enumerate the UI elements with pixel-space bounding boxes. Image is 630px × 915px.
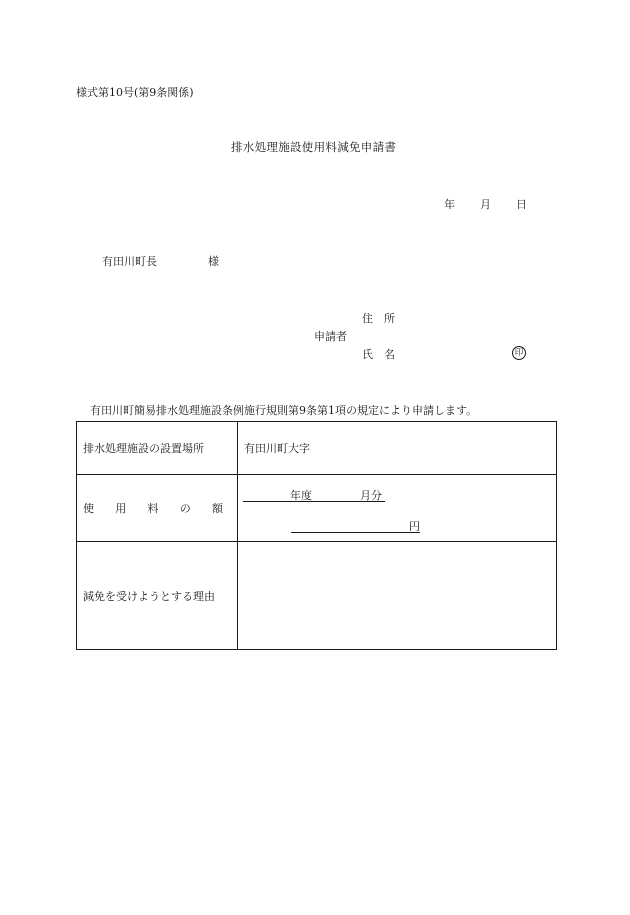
location-value-cell[interactable] [238, 422, 557, 475]
location-label-cell [77, 422, 238, 475]
fee-yen-unit: 円 [409, 520, 420, 533]
fee-label-cell [77, 475, 238, 542]
location-value: 有田川町大字 [244, 442, 310, 455]
date-day-label: 日 [516, 198, 527, 211]
form-number: 様式第10号(第9条関係) [76, 86, 194, 99]
table-row-location [77, 422, 557, 475]
reason-label: 減免を受けようとする理由 [83, 589, 215, 603]
table-row-fee [77, 475, 557, 542]
fee-amount-field[interactable] [291, 518, 420, 533]
application-form-table [76, 421, 557, 650]
seal-mark: 印 [512, 346, 526, 360]
fee-label-char-5: 額 [212, 502, 223, 515]
address-label-char-2: 所 [384, 312, 395, 325]
addressee-honorific: 様 [208, 255, 219, 268]
address-label-char-1: 住 [362, 312, 373, 325]
date-year-label: 年 [444, 198, 455, 211]
name-label-char-1: 氏 [362, 348, 373, 361]
reason-label-cell [77, 542, 238, 650]
name-label-char-2: 名 [384, 348, 395, 361]
fee-label [83, 500, 223, 516]
addressee-name: 有田川町長 [102, 255, 157, 268]
fee-label-char-3: 料 [147, 502, 159, 515]
table-row-reason [77, 542, 557, 650]
date-month-label: 月 [480, 198, 491, 211]
fee-label-char-4: の [179, 502, 191, 515]
fee-value-cell[interactable] [238, 475, 557, 542]
fee-label-char-2: 用 [115, 502, 127, 515]
applicant-label: 申請者 [314, 330, 347, 343]
fee-period-field[interactable] [243, 487, 385, 502]
fee-label-char-1: 使 [83, 502, 94, 515]
fee-year-unit: 年度 [290, 489, 312, 502]
reason-value-cell[interactable] [238, 542, 557, 650]
document-title: 排水処理施設使用料減免申請書 [231, 140, 397, 154]
application-statement: 有田川町簡易排水処理施設条例施行規則第9条第1項の規定により申請します。 [90, 404, 478, 417]
location-label: 排水処理施設の設置場所 [83, 442, 204, 455]
fee-month-unit: 月分 [360, 489, 382, 502]
